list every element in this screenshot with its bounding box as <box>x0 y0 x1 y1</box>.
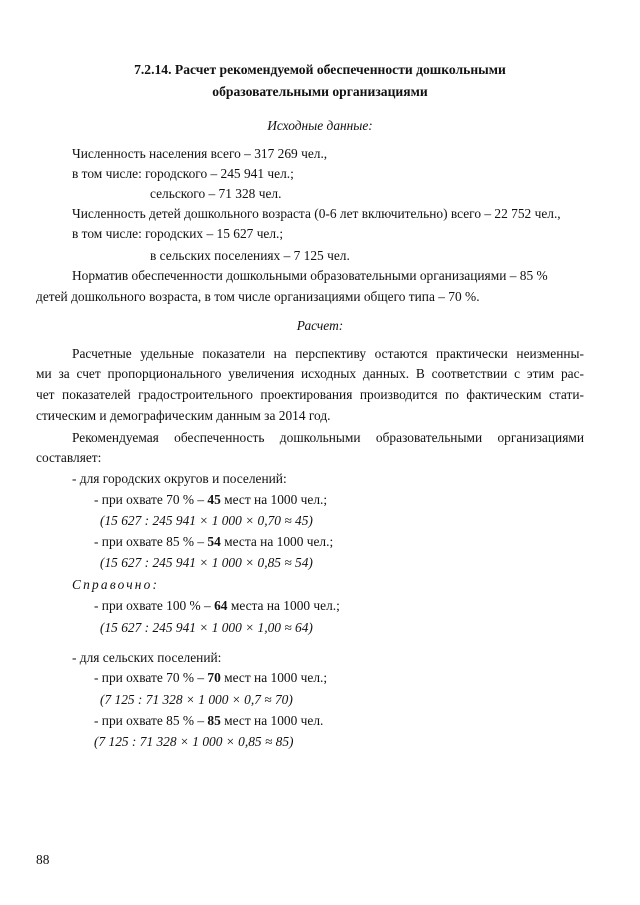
page-number: 88 <box>36 852 50 867</box>
norm-line1: Норматив обеспеченности дошкольными образовательными организациями – 85 % <box>72 268 548 283</box>
calc-paragraph-line2: ми за счет пропорционального увеличения исходных данных. В соответствии с этим рас- <box>36 366 584 381</box>
urban-formula-70: (15 627 : 245 941 × 1 000 × 0,70 ≈ 45) <box>100 513 313 528</box>
rural-coverage-85-suffix: мест на 1000 чел. <box>220 713 324 728</box>
urban-heading: - для городских округов и поселений: <box>72 471 287 486</box>
urban-coverage-85-value: 54 <box>207 534 221 549</box>
urban-coverage-70 <box>94 492 327 508</box>
urban-coverage-70-value: 45 <box>207 492 221 507</box>
calc-paragraph-line1: Расчетные удельные показатели на перспективу остаются практически неизменны- <box>72 346 584 361</box>
rural-coverage-70-suffix: мест на 1000 чел.; <box>220 670 328 685</box>
population-rural: сельского – 71 328 чел. <box>150 186 282 201</box>
population-urban: в том числе: городского – 245 941 чел.; <box>72 166 294 181</box>
children-urban: в том числе: городских – 15 627 чел.; <box>72 226 284 241</box>
source-data-heading: Исходные данные: <box>267 118 373 133</box>
rural-coverage-70-prefix: - при охвате 70 % – <box>94 670 208 685</box>
children-total: Численность детей дошкольного возраста (0-6 лет включительно) всего – 22 752 чел., <box>72 206 561 221</box>
norm-line2: детей дошкольного возраста, в том числе организациями общего типа – 70 %. <box>36 289 480 304</box>
recommended-paragraph-line2: составляет: <box>36 450 102 465</box>
section-title-line1: 7.2.14. Расчет рекомендуемой обеспеченности дошкольными <box>134 62 506 77</box>
reference-label: Справочно: <box>72 577 160 592</box>
urban-formula-85: (15 627 : 245 941 × 1 000 × 0,85 ≈ 54) <box>100 555 313 570</box>
rural-formula-85: (7 125 : 71 328 × 1 000 × 0,85 ≈ 85) <box>94 734 294 749</box>
rural-formula-70: (7 125 : 71 328 × 1 000 × 0,7 ≈ 70) <box>100 692 293 707</box>
rural-coverage-85 <box>94 713 323 729</box>
recommended-paragraph-line1: Рекомендуемая обеспеченность дошкольными образовательными организациями <box>72 430 584 445</box>
urban-coverage-70-prefix: - при охвате 70 % – <box>94 492 208 507</box>
section-title-line2: образовательными организациями <box>212 84 428 99</box>
rural-coverage-85-value: 85 <box>207 713 221 728</box>
urban-coverage-85 <box>94 534 333 550</box>
urban-coverage-100 <box>94 598 340 614</box>
rural-coverage-70-value: 70 <box>207 670 221 685</box>
rural-heading: - для сельских поселений: <box>72 650 222 665</box>
children-rural: в сельских поселениях – 7 125 чел. <box>150 248 350 263</box>
rural-coverage-70 <box>94 670 327 686</box>
urban-coverage-100-prefix: - при охвате 100 % – <box>94 598 215 613</box>
urban-coverage-85-prefix: - при охвате 85 % – <box>94 534 208 549</box>
urban-coverage-70-suffix: мест на 1000 чел.; <box>220 492 328 507</box>
population-total: Численность населения всего – 317 269 чел., <box>72 146 328 161</box>
calc-paragraph-line3: чет показателей градостроительного проектирования производится по фактическим стати- <box>36 387 584 402</box>
calculation-heading: Расчет: <box>296 318 344 333</box>
urban-coverage-85-suffix: места на 1000 чел.; <box>220 534 334 549</box>
urban-formula-100: (15 627 : 245 941 × 1 000 × 1,00 ≈ 64) <box>100 620 313 635</box>
urban-coverage-100-suffix: места на 1000 чел.; <box>227 598 340 613</box>
rural-coverage-85-prefix: - при охвате 85 % – <box>94 713 208 728</box>
calc-paragraph-line4: стическим и демографическим данным за 2014 год. <box>36 408 331 423</box>
urban-coverage-100-value: 64 <box>214 598 228 613</box>
